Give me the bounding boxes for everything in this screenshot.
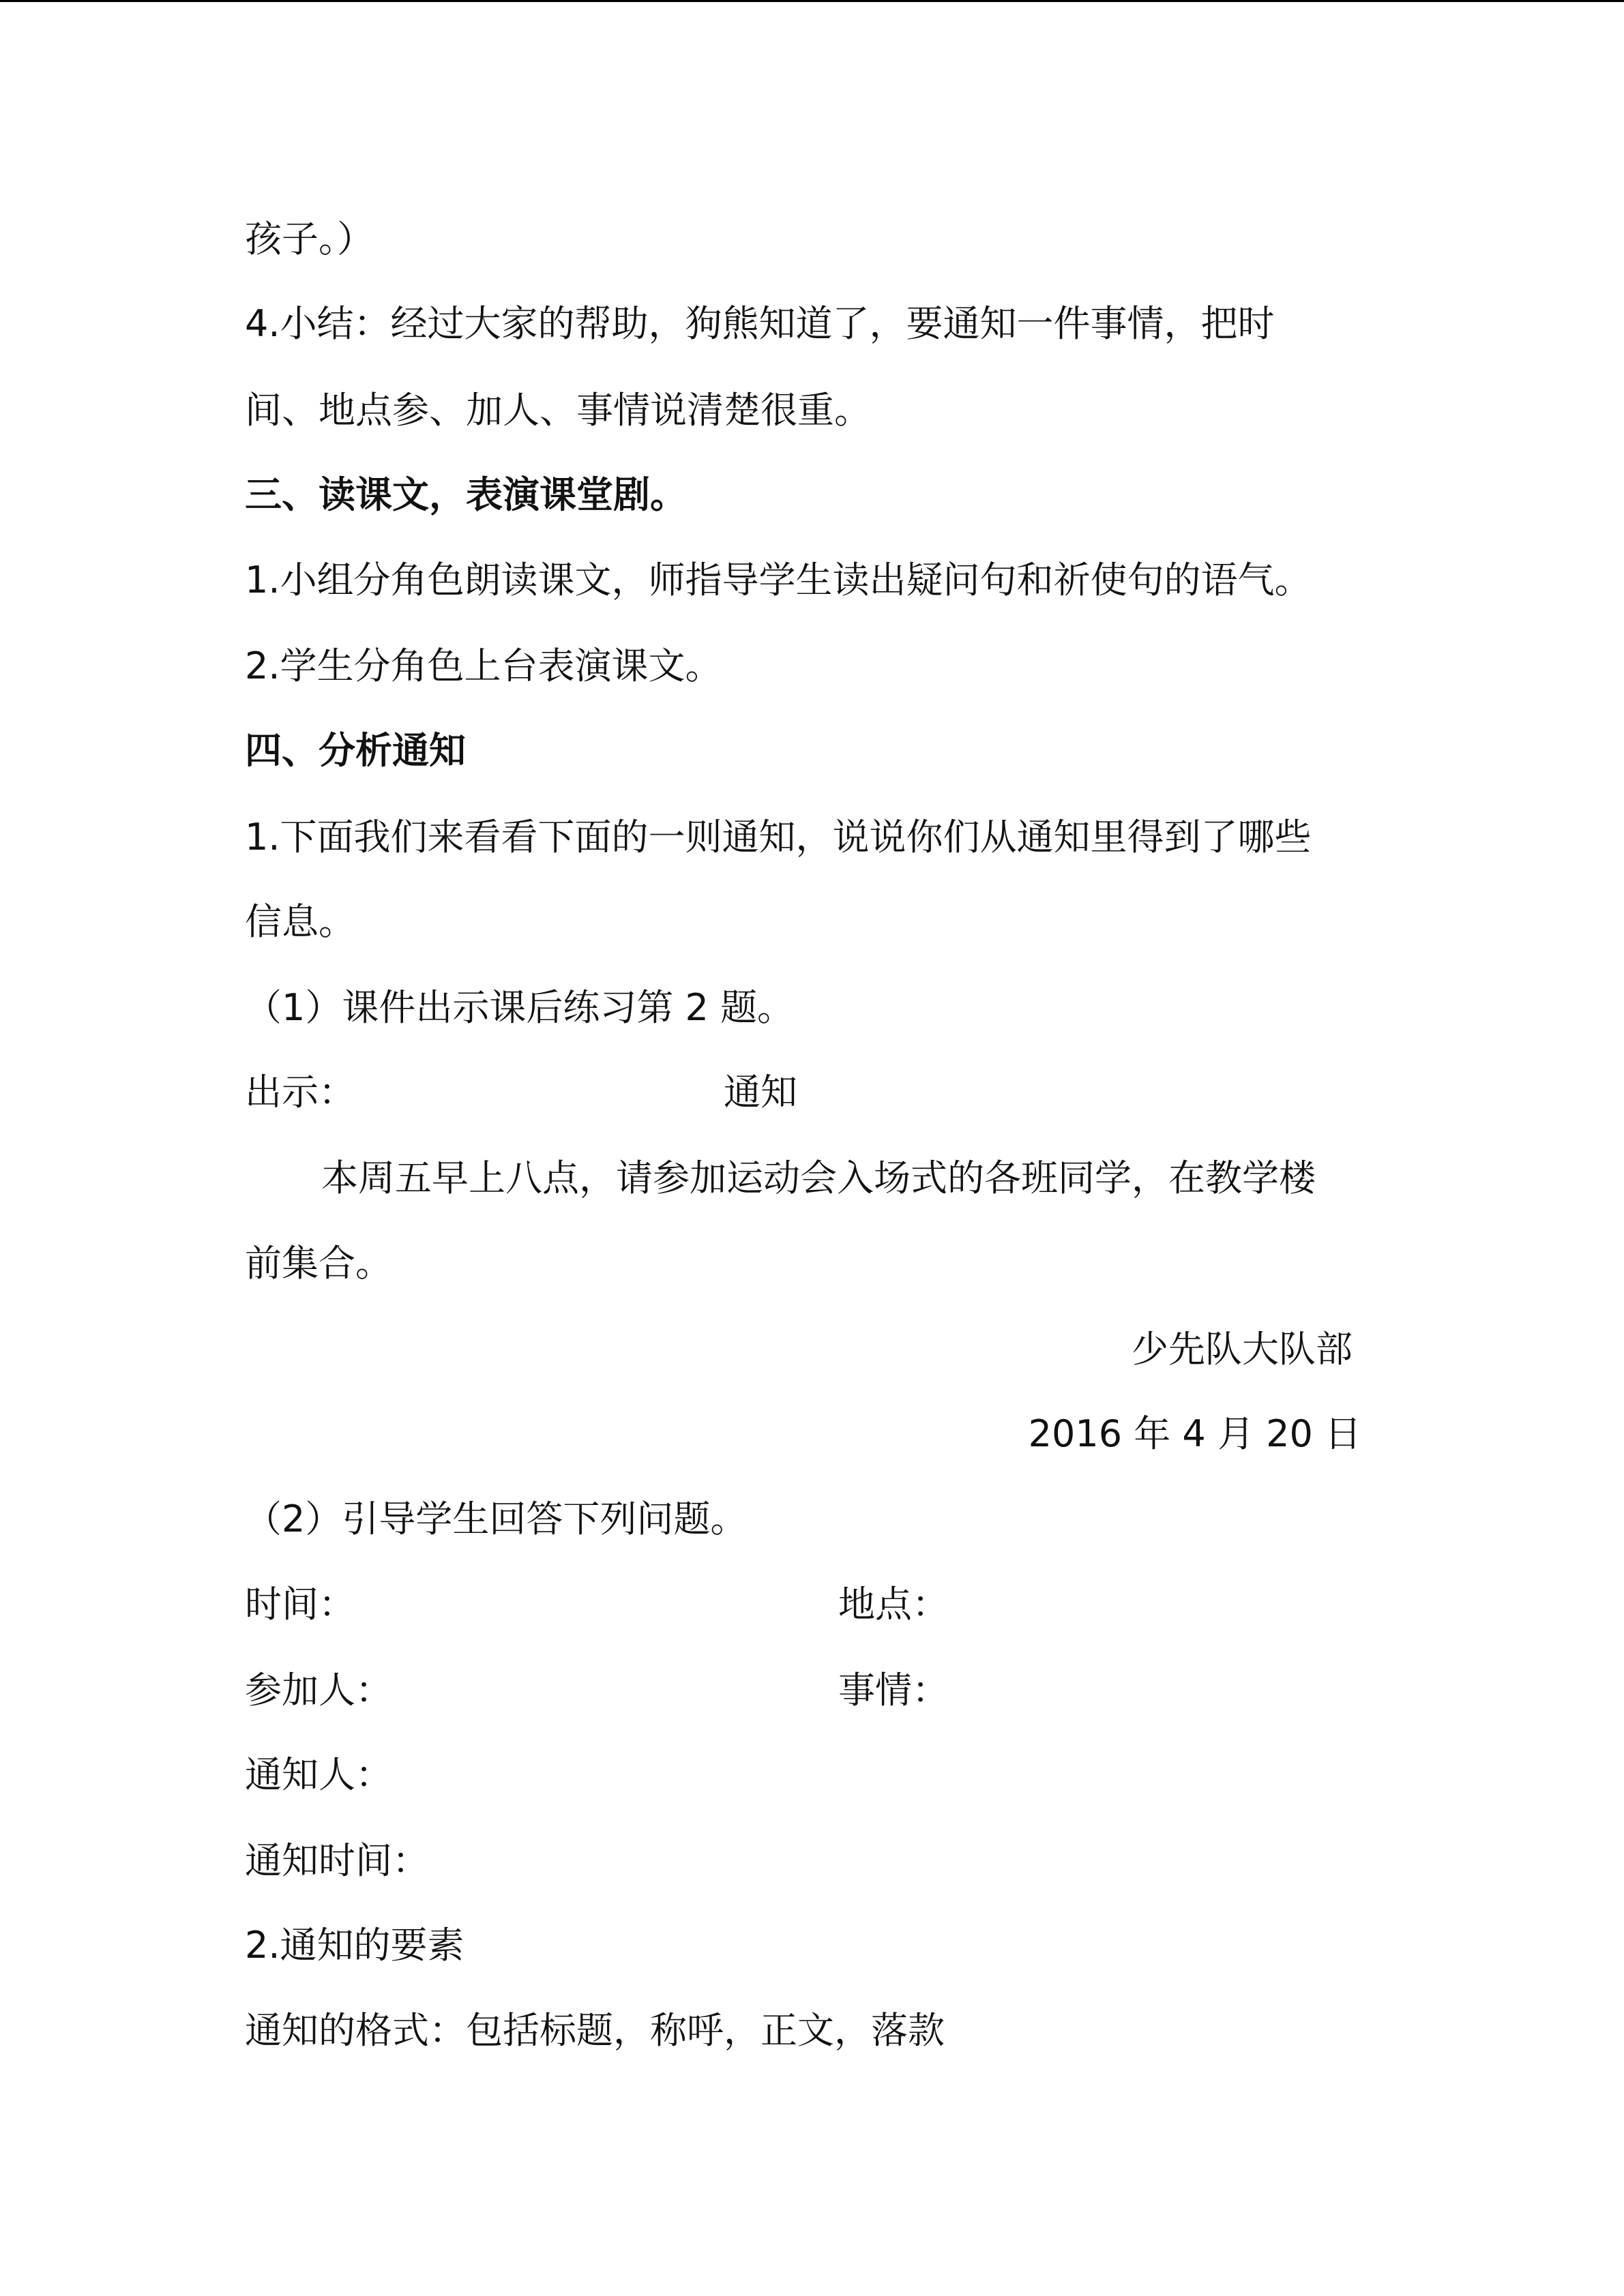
text-line: 信息。 [245, 900, 355, 943]
question-time: 时间： [245, 1583, 355, 1626]
notice-signature: 少先队大队部 [1132, 1328, 1353, 1371]
question-event: 事情： [838, 1669, 949, 1712]
notice-date: 2016 年 4 月 20 日 [1028, 1412, 1361, 1455]
text-line: 1.小组分角色朗读课文，师指导学生读出疑问句和祈使句的语气。 [245, 558, 1312, 601]
text-line: 1.下面我们来看看下面的一则通知，说说你们从通知里得到了哪些 [245, 816, 1312, 859]
question-notice-time: 通知时间： [245, 1839, 429, 1882]
text-line: 2.通知的要素 [245, 1924, 464, 1967]
question-place: 地点： [838, 1583, 949, 1626]
section-heading: 四、分析通知 [245, 729, 466, 772]
show-label: 出示： [245, 1071, 355, 1114]
question-notifier: 通知人： [245, 1753, 392, 1796]
notice-body: 本周五早上八点，请参加运动会入场式的各班同学，在教学楼 [321, 1157, 1316, 1199]
text-line: 间、地点参、加人、事情说清楚很重。 [245, 389, 871, 432]
text-line: （1）课件出示课后练习第 2 题。 [245, 986, 795, 1029]
text-line: 2.学生分角色上台表演课文。 [245, 644, 722, 687]
text-line: 孩子。） [245, 218, 374, 260]
text-line: 通知的格式：包括标题，称呼，正文，落款 [245, 2009, 945, 2052]
notice-title: 通知 [724, 1071, 797, 1114]
notice-body: 前集合。 [245, 1242, 392, 1285]
section-heading: 三、读课文，表演课堂剧。 [245, 473, 687, 516]
text-line: 4.小结：经过大家的帮助，狗熊知道了，要通知一件事情，把时 [245, 302, 1275, 345]
text-line: （2）引导学生回答下列问题。 [245, 1497, 748, 1540]
question-people: 参加人： [245, 1669, 392, 1712]
